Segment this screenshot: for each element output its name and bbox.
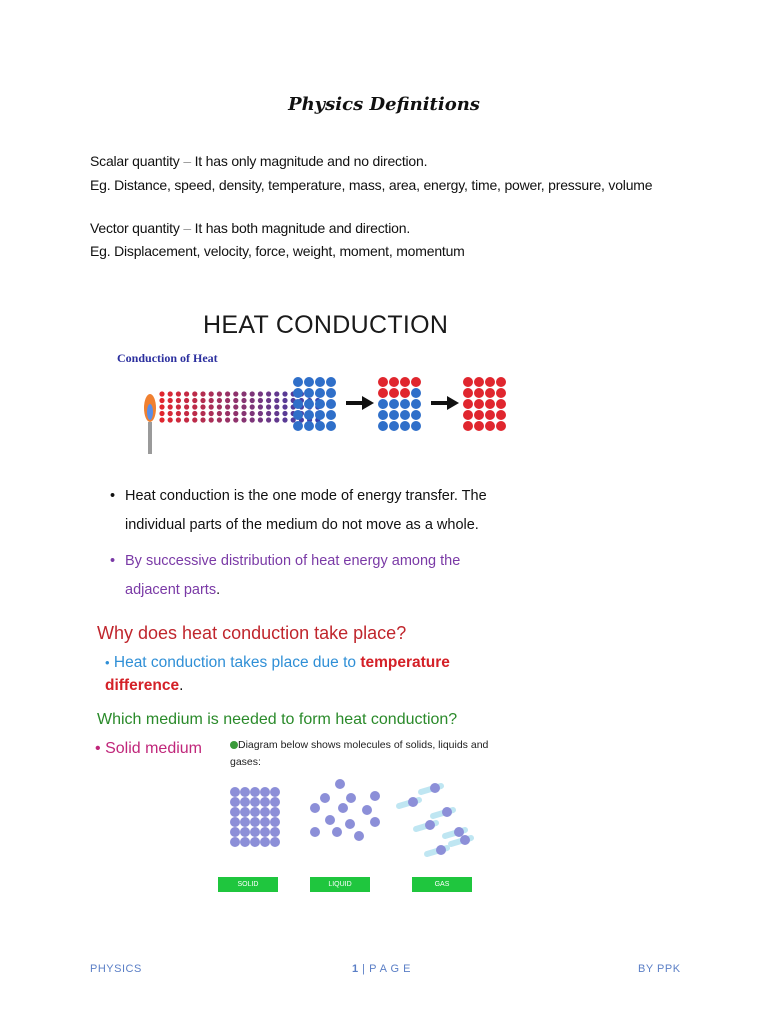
rod-particle — [233, 398, 238, 403]
gas-particle — [408, 797, 418, 807]
grid-particle — [411, 399, 421, 409]
grid-particle — [411, 377, 421, 387]
rod-particle — [168, 398, 173, 403]
solid-particle — [270, 797, 280, 807]
grid-particle — [378, 377, 388, 387]
particle-grid — [378, 377, 421, 431]
due-highlight: temperature — [360, 654, 450, 671]
grid-particle — [326, 377, 336, 387]
rod-particle — [192, 398, 197, 403]
states-of-matter-diagram — [215, 770, 495, 880]
solid-medium-bullet — [95, 740, 202, 758]
rod-particle — [168, 417, 173, 422]
rod-particle — [176, 404, 181, 409]
difference-word: difference — [105, 677, 180, 694]
grid-particle — [389, 421, 399, 431]
grid-particle — [463, 388, 473, 398]
solid-particle — [260, 797, 270, 807]
rod-particle — [192, 404, 197, 409]
rod-particle — [274, 391, 279, 396]
grid-particle — [496, 410, 506, 420]
solid-label: SOLID — [218, 877, 278, 892]
solid-particle — [250, 797, 260, 807]
rod-particle — [217, 398, 222, 403]
solid-particle — [270, 837, 280, 847]
grid-particle — [474, 399, 484, 409]
grid-particle — [293, 388, 303, 398]
liquid-particle — [338, 803, 348, 813]
rod-particle — [241, 391, 246, 396]
rod-particle — [225, 391, 230, 396]
grid-particle — [474, 388, 484, 398]
rod-particle — [217, 391, 222, 396]
bullet-energy-transfer-cont: individual parts of the medium do not move as a whole. — [125, 517, 479, 533]
grid-particle — [400, 399, 410, 409]
grid-particle — [293, 421, 303, 431]
rod-particle — [274, 404, 279, 409]
footer-author: BY PPK — [638, 963, 681, 975]
gas-particle — [442, 807, 452, 817]
vector-term: Vector quantity — [90, 220, 180, 236]
bullet-dot-icon — [230, 741, 238, 749]
grid-particle — [411, 388, 421, 398]
gas-molecules — [399, 783, 471, 855]
rod-particle — [159, 391, 164, 396]
solid-particle — [240, 807, 250, 817]
rod-particle — [225, 417, 230, 422]
rod-particle — [282, 398, 287, 403]
grid-particle — [463, 399, 473, 409]
solid-particle — [260, 817, 270, 827]
rod-particle — [274, 398, 279, 403]
rod-particle — [217, 417, 222, 422]
grid-particle — [378, 410, 388, 420]
grid-particle — [463, 421, 473, 431]
liquid-particle — [362, 805, 372, 815]
grid-particle — [304, 388, 314, 398]
grid-particle — [315, 388, 325, 398]
footer-subject: PHYSICS — [90, 963, 142, 975]
bullet-successive: By successive distribution of heat energy among the — [125, 553, 461, 569]
grid-particle — [304, 421, 314, 431]
which-heading: Which medium is needed to form heat conduction? — [97, 711, 458, 728]
liquid-particle — [345, 819, 355, 829]
rod-particle — [274, 417, 279, 422]
arrow-icon — [431, 396, 459, 410]
gas-particle — [454, 827, 464, 837]
grid-particle — [485, 377, 495, 387]
grid-particle — [496, 399, 506, 409]
solid-particle — [250, 787, 260, 797]
bullet-energy-transfer: Heat conduction is the one mode of energy transfer. The — [125, 488, 487, 504]
gas-particle — [436, 845, 446, 855]
solid-particle — [260, 827, 270, 837]
rod-particle — [200, 417, 205, 422]
rod-particle — [200, 391, 205, 396]
rod-particle — [241, 411, 246, 416]
page-title: Physics Definitions — [288, 94, 480, 115]
arrow-icon — [346, 396, 374, 410]
rod-particle — [233, 411, 238, 416]
rod-particle — [241, 398, 246, 403]
solid-particle — [230, 817, 240, 827]
rod-particle — [225, 404, 230, 409]
vector-definition — [90, 220, 410, 236]
rod-particle — [282, 404, 287, 409]
solid-particle — [270, 807, 280, 817]
rod-particle — [184, 417, 189, 422]
bullet-marker: • — [110, 488, 116, 504]
bullet-marker: • — [105, 655, 110, 670]
grid-particle — [474, 421, 484, 431]
grid-particle — [315, 421, 325, 431]
solid-particle — [260, 807, 270, 817]
grid-particle — [326, 399, 336, 409]
slide-heading: HEAT CONDUCTION — [203, 311, 449, 339]
liquid-particle — [325, 815, 335, 825]
rod-particle — [159, 417, 164, 422]
bullet-period: . — [216, 582, 221, 598]
rod-particle — [209, 417, 214, 422]
grid-particle — [293, 410, 303, 420]
grid-particle — [400, 410, 410, 420]
rod-particle — [209, 411, 214, 416]
bullet-marker: • — [95, 740, 101, 757]
rod-particle — [192, 417, 197, 422]
liquid-particle — [370, 791, 380, 801]
rod-particle — [233, 404, 238, 409]
grid-particle — [304, 377, 314, 387]
rod-particle — [250, 417, 255, 422]
scalar-definition — [90, 153, 427, 169]
liquid-particle — [310, 827, 320, 837]
page-number: 1 — [352, 963, 359, 975]
heat-conduction-diagram — [110, 368, 530, 458]
rod-particle — [282, 411, 287, 416]
grid-particle — [474, 377, 484, 387]
grid-particle — [485, 421, 495, 431]
grid-particle — [389, 410, 399, 420]
rod-particle — [266, 398, 271, 403]
page-label: | P A G E — [358, 963, 411, 975]
liquid-molecules — [310, 779, 380, 841]
rod-particle — [192, 391, 197, 396]
rod-particle — [258, 411, 263, 416]
rod-particle — [176, 391, 181, 396]
gas-particle — [430, 783, 440, 793]
rod-particle — [274, 411, 279, 416]
solid-particle — [240, 827, 250, 837]
rod-particle — [200, 411, 205, 416]
solid-medium-text: Solid medium — [105, 740, 202, 757]
rod-particle — [258, 417, 263, 422]
particle-grid — [293, 377, 336, 431]
solid-particle — [230, 787, 240, 797]
solid-particle — [250, 807, 260, 817]
grid-particle — [389, 399, 399, 409]
solid-particle — [240, 817, 250, 827]
grid-particle — [400, 388, 410, 398]
grid-particle — [496, 388, 506, 398]
rod-particle — [217, 411, 222, 416]
solid-particle — [250, 827, 260, 837]
vector-examples: Eg. Displacement, velocity, force, weight, moment, momentum — [90, 243, 465, 259]
grid-particle — [485, 410, 495, 420]
rod-particle — [192, 411, 197, 416]
rod-particle — [266, 404, 271, 409]
grid-particle — [400, 377, 410, 387]
solid-particle — [230, 837, 240, 847]
liquid-label: LIQUID — [310, 877, 370, 892]
grid-particle — [411, 410, 421, 420]
rod-particle — [258, 404, 263, 409]
grid-particle — [293, 399, 303, 409]
liquid-particle — [310, 803, 320, 813]
rod-particle — [176, 398, 181, 403]
solid-particle — [230, 807, 240, 817]
solid-particle — [260, 787, 270, 797]
grid-particle — [304, 399, 314, 409]
grid-particle — [315, 377, 325, 387]
states-caption — [230, 737, 490, 771]
rod-particle — [233, 417, 238, 422]
solid-particle — [230, 827, 240, 837]
rod-particle — [233, 391, 238, 396]
rod-particle — [159, 398, 164, 403]
grid-particle — [304, 410, 314, 420]
solid-particle — [240, 787, 250, 797]
liquid-particle — [332, 827, 342, 837]
rod-particle — [266, 417, 271, 422]
grid-particle — [463, 377, 473, 387]
solid-molecules — [230, 787, 280, 847]
rod-particle — [241, 404, 246, 409]
liquid-particle — [335, 779, 345, 789]
rod-particle — [184, 398, 189, 403]
grid-particle — [485, 388, 495, 398]
rod-particle — [176, 417, 181, 422]
due-bullet — [105, 654, 450, 672]
bullet-marker: • — [110, 553, 116, 569]
difference-line — [105, 677, 183, 695]
liquid-particle — [354, 831, 364, 841]
solid-particle — [250, 817, 260, 827]
rod-particle — [168, 404, 173, 409]
liquid-particle — [346, 793, 356, 803]
grid-particle — [389, 388, 399, 398]
grid-particle — [315, 399, 325, 409]
solid-particle — [240, 837, 250, 847]
rod-particle — [209, 398, 214, 403]
rod-particle — [168, 391, 173, 396]
difference-period: . — [179, 677, 184, 694]
rod-particle — [184, 391, 189, 396]
grid-particle — [389, 377, 399, 387]
solid-particle — [250, 837, 260, 847]
solid-particle — [230, 797, 240, 807]
scalar-examples: Eg. Distance, speed, density, temperature, mass, area, energy, time, power, pressure, volume — [90, 177, 653, 193]
grid-particle — [400, 421, 410, 431]
rod-particle — [176, 411, 181, 416]
grid-particle — [378, 421, 388, 431]
rod-particle — [250, 398, 255, 403]
particle-grid — [463, 377, 506, 431]
rod-particle — [159, 404, 164, 409]
bullet-successive-cont — [125, 582, 220, 598]
due-text: Heat conduction takes place due to — [113, 654, 357, 671]
rod-particle — [225, 398, 230, 403]
solid-particle — [270, 817, 280, 827]
gas-label: GAS — [412, 877, 472, 892]
grid-particle — [326, 388, 336, 398]
gas-particle — [460, 835, 470, 845]
solid-particle — [270, 827, 280, 837]
grid-particle — [315, 410, 325, 420]
rod-particle — [209, 391, 214, 396]
rod-particle — [168, 411, 173, 416]
rod-particle — [217, 404, 222, 409]
conduction-label: Conduction of Heat — [117, 351, 218, 365]
solid-particle — [270, 787, 280, 797]
grid-particle — [474, 410, 484, 420]
grid-particle — [326, 410, 336, 420]
rod-particle — [250, 411, 255, 416]
rod-particle — [250, 404, 255, 409]
vector-text: It has both magnitude and direction. — [194, 220, 411, 236]
rod-particle — [282, 391, 287, 396]
rod-particle — [159, 411, 164, 416]
grid-particle — [293, 377, 303, 387]
grid-particle — [485, 399, 495, 409]
rod-particle — [184, 404, 189, 409]
rod-particle — [184, 411, 189, 416]
grid-particle — [496, 421, 506, 431]
rod-particle — [258, 391, 263, 396]
footer-page — [352, 963, 411, 975]
scalar-text: It has only magnitude and no direction. — [194, 153, 428, 169]
gas-particle — [425, 820, 435, 830]
rod-particle — [241, 417, 246, 422]
rod-particle — [250, 391, 255, 396]
grid-particle — [326, 421, 336, 431]
grid-particle — [496, 377, 506, 387]
rod-particle — [266, 391, 271, 396]
flame-icon — [144, 394, 156, 454]
rod-particle — [266, 411, 271, 416]
rod-particle — [200, 398, 205, 403]
vector-dash: – — [183, 220, 191, 236]
rod-particle — [282, 417, 287, 422]
liquid-particle — [320, 793, 330, 803]
liquid-particle — [370, 817, 380, 827]
solid-particle — [260, 837, 270, 847]
grid-particle — [378, 399, 388, 409]
scalar-dash: – — [183, 153, 191, 169]
rod-particle — [258, 398, 263, 403]
states-caption-text: Diagram below shows molecules of solids, liquids and gases: — [230, 739, 489, 768]
grid-particle — [463, 410, 473, 420]
rod-particle — [200, 404, 205, 409]
scalar-term: Scalar quantity — [90, 153, 180, 169]
solid-particle — [240, 797, 250, 807]
rod-particle — [225, 411, 230, 416]
why-heading: Why does heat conduction take place? — [97, 623, 407, 643]
rod-particle — [209, 404, 214, 409]
bullet-successive-text: adjacent parts — [125, 582, 217, 598]
grid-particle — [411, 421, 421, 431]
grid-particle — [378, 388, 388, 398]
